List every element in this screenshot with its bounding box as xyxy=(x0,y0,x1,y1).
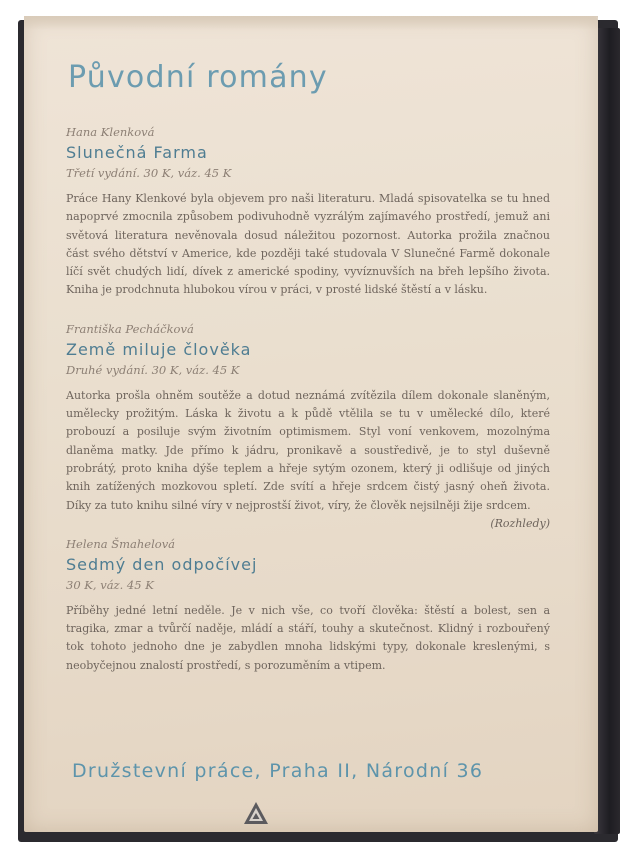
book-description-text: Autorka prošla ohněm soutěže a dotud neznámá zvítězila dílem dokonale slaněným, umělecky prožitým. Láska k životu a k půdě vtělila se tu v umělecké dílo, které probouzí a posiluje svým životním optimismem. Styl voní venkovem, mozolnýma dlaněma matky. Jde přímo k jádru, pronikavě a soustředivě, je to styl duševně probrátý, proto kniha dýše teplem a hřeje sytým ozonem, který ji odlišuje od jiných knih zatížených mozkovou spletí. Zde svítí a hřeje srdcem čistý jasný oheň života. Díky za tuto knihu silné víry v nejprostší život, víry, že člověk nejsilněji žije srdcem. xyxy=(66,388,550,512)
cover-content xyxy=(64,48,550,675)
publisher-imprint: Družstevní práce, Praha II, Národní 36 xyxy=(72,760,484,782)
book-description xyxy=(66,190,550,300)
book-title: Slunečná Farma xyxy=(66,143,208,162)
book-author: Helena Šmahelová xyxy=(66,536,176,551)
book-entry xyxy=(64,321,550,530)
book-entry xyxy=(64,537,550,675)
book-author: Hana Klenková xyxy=(66,125,155,139)
publisher-logo-icon xyxy=(242,800,270,826)
book-description xyxy=(66,387,550,530)
cover-top-edge xyxy=(24,16,598,30)
book-entry xyxy=(64,125,550,300)
book-description-text: Práce Hany Klenkové byla objevem pro naši literaturu. Mladá spisovatelka se tu hned napoprvé zmocnila způsobem podivuhodně vyzrálým zajímavého prostředí, jemuž ani světová literatura nevěnovala dosud náležitou pozornost. Autorka prožila značnou část svého dětství v Americe, kde později také studovala V Slunečné Farmě dokonale líčí svět chudých lidí, dívek z americké spodiny, vyvíznuvších na břeh lepšího života. Kniha je prodchnuta hlubokou vírou v práci, v prosté lidské štěstí a v lásku. xyxy=(66,192,550,297)
book-description-text: Příběhy jedné letní neděle. Je v nich vše, co tvoří člověka: štěstí a bolest, sen a tragika, zmar a tvůrčí naděje, mládí a stáří, touhy a skutečnost. Klidný i rozbouřený tok tohoto jednoho dne je zabydlen mnoha lidskými typy, dokonale kreslenými, s neobyčejnou znalostí prostředí, s porozuměním a vtipem. xyxy=(66,603,550,672)
review-source: (Rozhledy) xyxy=(490,516,550,530)
book-title: Sedmý den odpočívej xyxy=(66,554,258,574)
series-title: Původní romány xyxy=(68,60,328,95)
book-edition: Třetí vydání. 30 K, váz. 45 K xyxy=(66,166,232,180)
book-edition: Druhé vydání. 30 K, váz. 45 K xyxy=(66,362,240,377)
book-author: Františka Pecháčková xyxy=(66,321,194,336)
book-description xyxy=(66,602,550,675)
book-edition: 30 K, váz. 45 K xyxy=(66,577,154,592)
book-title: Země miluje člověka xyxy=(66,339,252,359)
